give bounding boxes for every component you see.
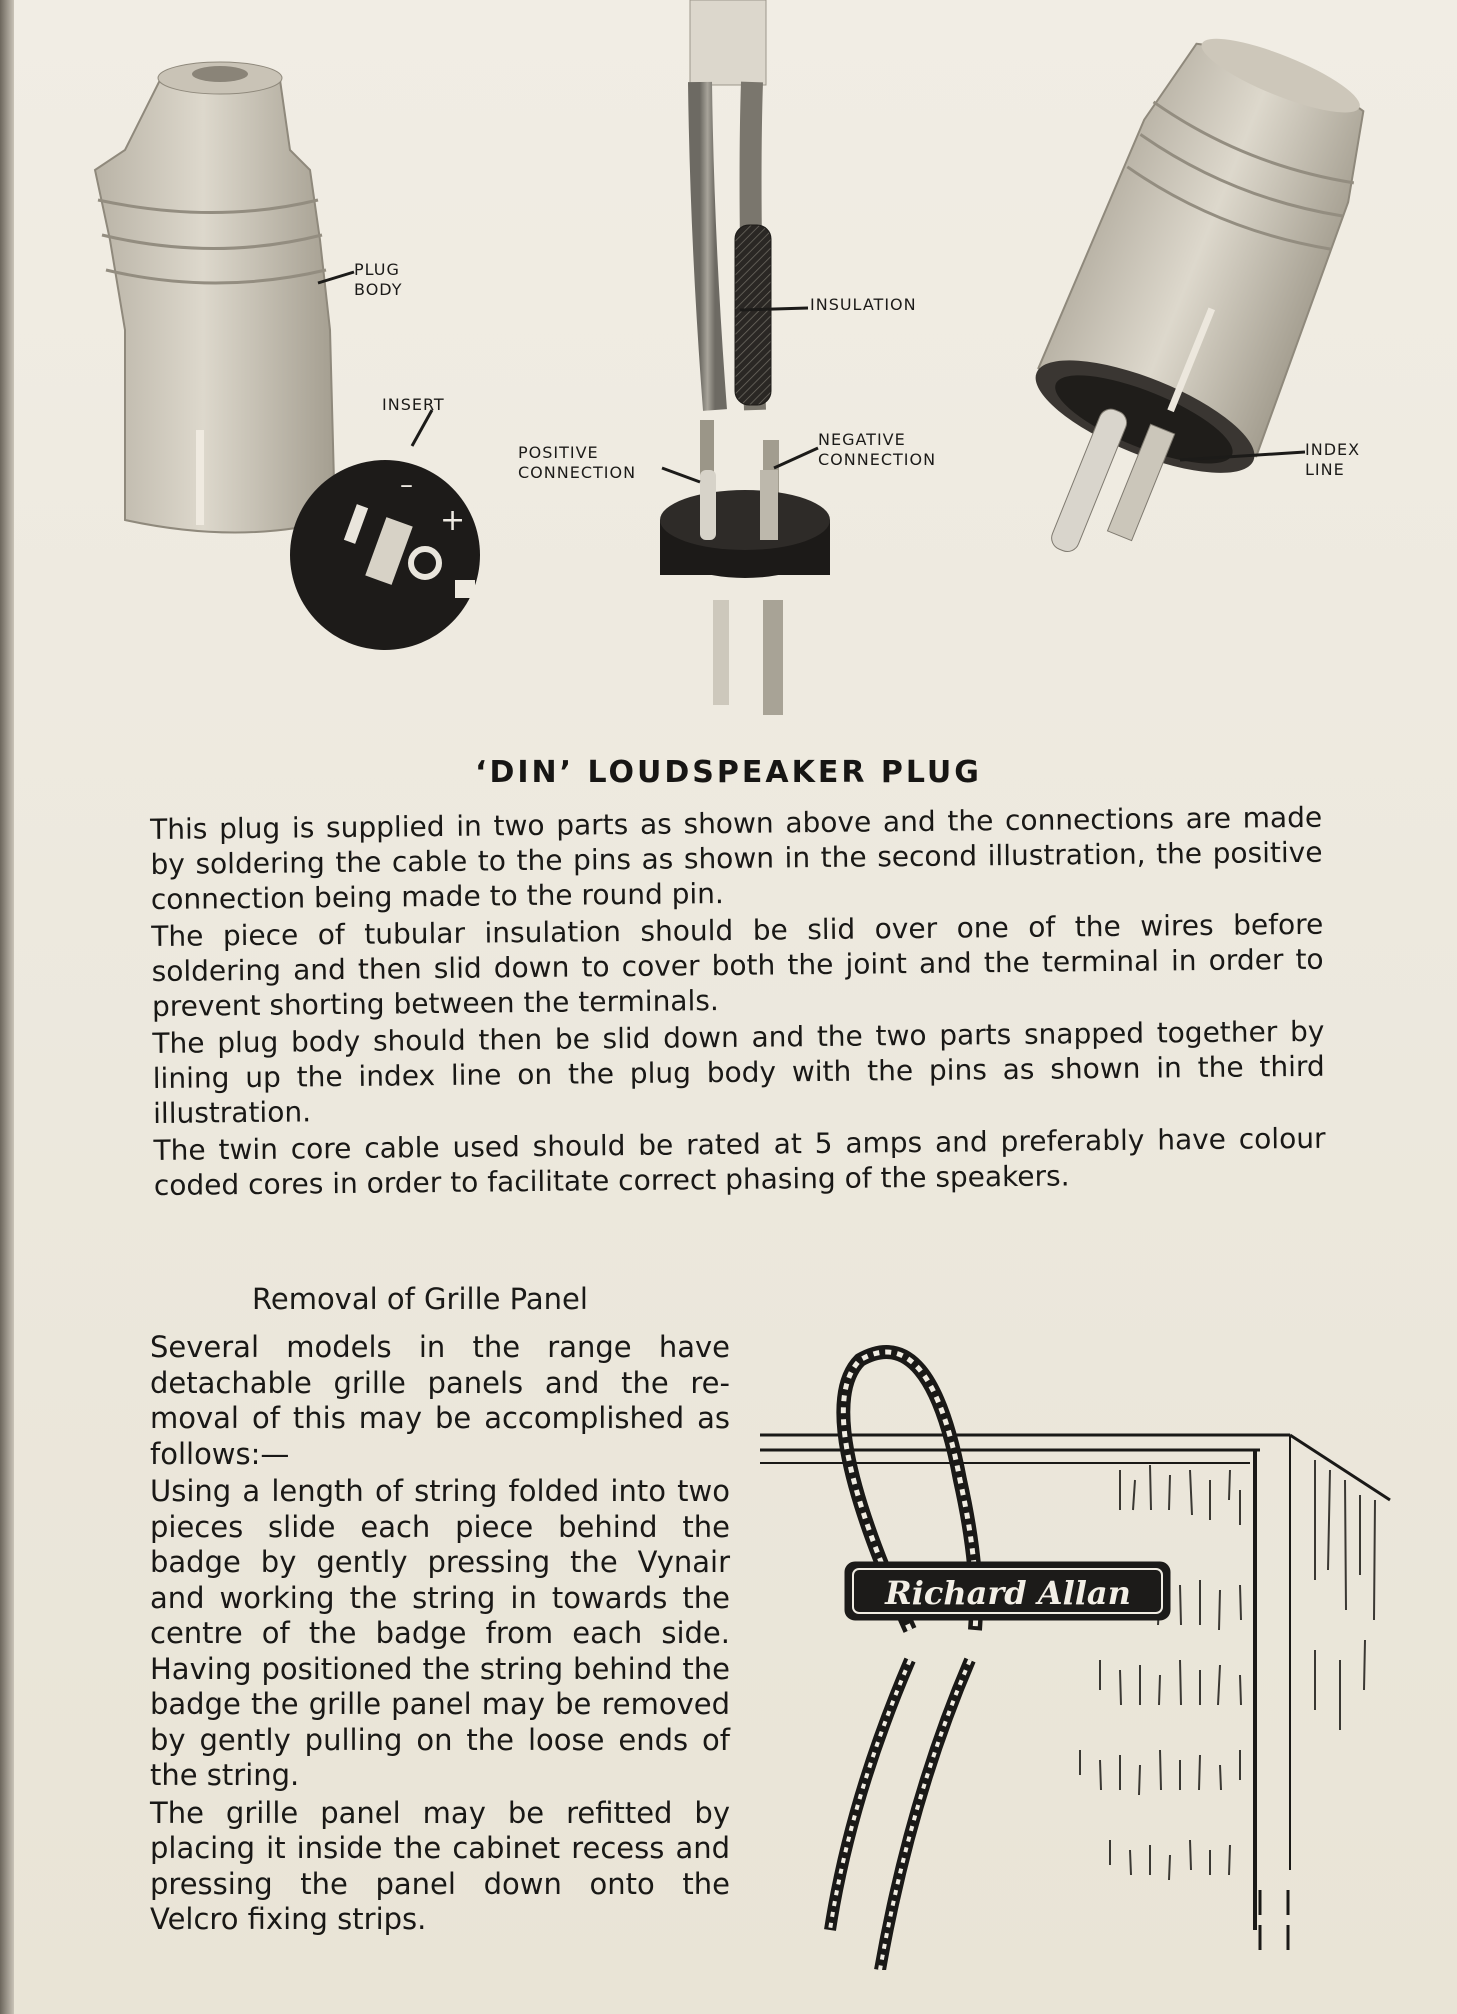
- page-heading: ‘DIN’ LOUDSPEAKER PLUG: [475, 755, 982, 790]
- plug-photographs: [0, 0, 1457, 740]
- plug-instructions: [150, 800, 1326, 1205]
- minus-symbol: –: [400, 470, 413, 500]
- paragraph: Several models in the range have detachable grille panels and the re-moval of this may be accomplished as follows:—: [150, 1330, 730, 1471]
- plug-body-label: [354, 260, 403, 300]
- index-line-label-line2: LINE: [1305, 460, 1345, 479]
- insert-photo: [290, 460, 480, 650]
- paragraph: This plug is supplied in two parts as shown above and the connections are made by soldering the cable to the pins as shown in the second illustration, the positive connection being made to the round pin.: [150, 800, 1323, 916]
- paragraph: Using a length of string folded into two pieces slide each piece behind the badge by gently pressing the Vynair and working the string in towards the centre of the badge from each side. Having positioned the string behind the badge the grille panel may be removed by gently pulling on the loose ends of the string.: [150, 1474, 730, 1792]
- paragraph: The twin core cable used should be rated at 5 amps and preferably have colour coded cores in order to facilitate correct phasing of the speakers.: [153, 1121, 1326, 1202]
- negative-connection-label: [818, 430, 936, 470]
- plug-body-photo: [95, 62, 335, 533]
- index-line-label: [1305, 440, 1360, 480]
- paragraph: The grille panel may be refitted by placing it inside the cabinet recess and pressing the panel down onto the Velcro fixing strips.: [150, 1795, 730, 1936]
- plug-body-label-line2: BODY: [354, 280, 403, 299]
- plug-body-label-line1: PLUG: [354, 260, 400, 279]
- negative-connection-label-line1: NEGATIVE: [818, 430, 906, 449]
- section-title: Removal of Grille Panel: [252, 1282, 588, 1316]
- positive-connection-label-line2: CONNECTION: [518, 463, 637, 482]
- negative-connection-label-line2: CONNECTION: [818, 450, 937, 469]
- grille-removal-instructions: [150, 1330, 730, 1940]
- positive-connection-label: [518, 443, 636, 483]
- badge-logo-text: Richard Allan: [885, 1574, 1131, 1612]
- wired-insert-photo: [660, 0, 830, 715]
- assembled-plug-photo: [978, 14, 1399, 605]
- paragraph: The plug body should then be slid down and the two parts snapped together by lining up the index line on the plug body with the pins as shown in the third illustration.: [152, 1014, 1325, 1130]
- plus-symbol: +: [440, 503, 466, 538]
- index-line-label-line1: INDEX: [1305, 440, 1361, 459]
- insert-label: INSERT: [382, 395, 445, 414]
- grille-removal-illustration: [740, 1330, 1400, 1970]
- positive-connection-label-line1: POSITIVE: [518, 443, 599, 462]
- paragraph: The piece of tubular insulation should be slid over one of the wires before soldering and then slid down to cover both the joint and the terminal in order to prevent shorting between the terminals.: [151, 907, 1324, 1023]
- insulation-label: INSULATION: [810, 295, 917, 314]
